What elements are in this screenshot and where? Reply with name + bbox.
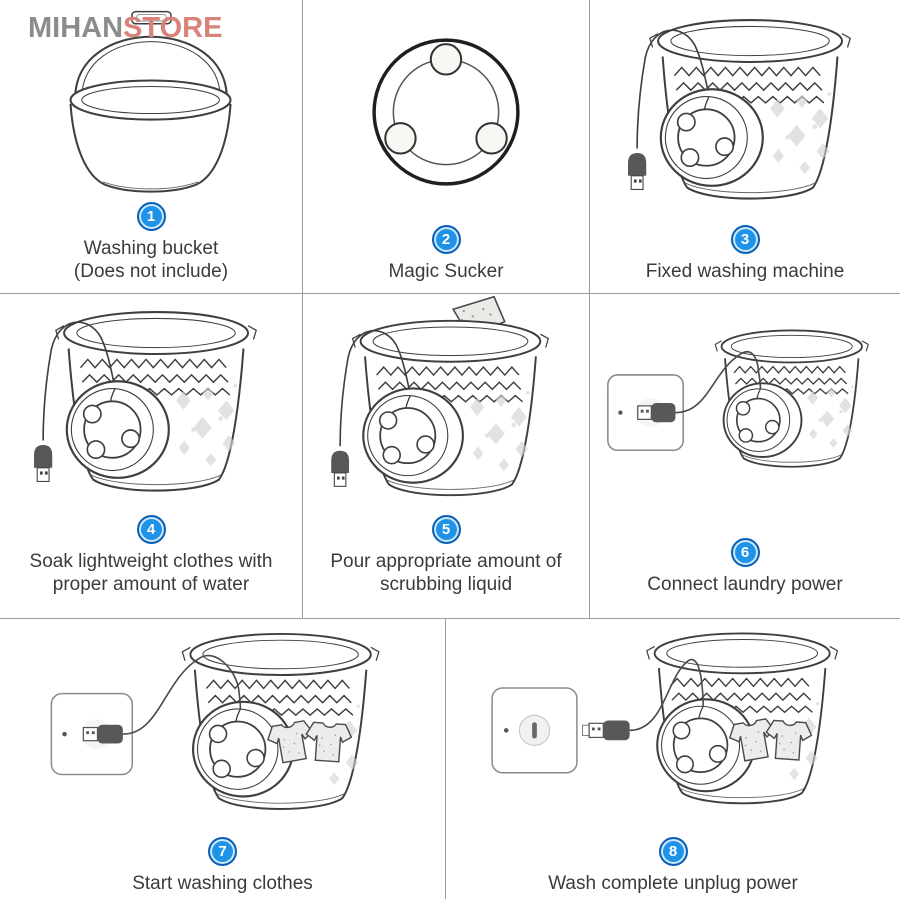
magic-sucker-icon bbox=[374, 41, 518, 185]
sucker-device-icon bbox=[363, 389, 463, 483]
step-5-number-badge: 5 bbox=[432, 515, 461, 544]
bucket-body bbox=[71, 81, 231, 192]
step-8-number-badge: 8 bbox=[659, 837, 688, 866]
bucket-with-clothes-adapter-plugged-illustration bbox=[42, 622, 404, 834]
usb-plug-icon bbox=[638, 403, 676, 422]
power-button-icon bbox=[519, 715, 549, 745]
step-2-number-badge: 2 bbox=[432, 225, 461, 254]
led-dot bbox=[62, 732, 67, 737]
bucket-with-detergent-pour-illustration bbox=[321, 295, 571, 513]
bucket-with-sucker-and-usb-cable-illustration bbox=[618, 10, 873, 215]
row-2 bbox=[0, 294, 900, 619]
logo-part-1: MIHAN bbox=[28, 12, 124, 44]
step-1-caption: Washing bucket (Does not include) bbox=[73, 237, 229, 282]
t-shirt-icon bbox=[765, 720, 813, 761]
step-2-panel bbox=[303, 0, 590, 293]
sucker-device-icon bbox=[724, 383, 802, 457]
usb-plug-icon bbox=[628, 153, 646, 189]
bucket-with-clothes-adapter-unplugged-illustration bbox=[484, 622, 862, 834]
step-4-caption: Soak lightweight clothes with proper amount of water bbox=[29, 550, 273, 595]
bucket-connected-to-power-adapter-illustration bbox=[599, 317, 891, 515]
step-6-panel bbox=[590, 294, 900, 618]
step-7-caption: Start washing clothes bbox=[132, 872, 313, 894]
step-6-caption: Connect laundry power bbox=[647, 573, 843, 595]
step-4-panel bbox=[0, 294, 303, 618]
step-3-caption: Fixed washing machine bbox=[645, 260, 845, 282]
damask-pattern bbox=[470, 391, 530, 471]
usb-plug-icon bbox=[331, 451, 349, 487]
damask-pattern bbox=[770, 92, 831, 174]
step-5-panel bbox=[303, 294, 590, 618]
step-6-number-badge: 6 bbox=[731, 538, 760, 567]
usb-plug-icon bbox=[83, 725, 122, 744]
damask-pattern bbox=[176, 384, 237, 466]
usb-plug-icon bbox=[34, 445, 52, 481]
step-1-number-badge: 1 bbox=[137, 202, 166, 231]
sucker-device-icon bbox=[660, 89, 762, 186]
logo-part-2: STORE bbox=[123, 12, 223, 44]
t-shirt-icon bbox=[304, 722, 352, 763]
step-3-number-badge: 3 bbox=[731, 225, 760, 254]
step-2-caption: Magic Sucker bbox=[388, 260, 504, 282]
usb-plug-icon bbox=[583, 720, 630, 740]
step-4-number-badge: 4 bbox=[137, 515, 166, 544]
step-7-number-badge: 7 bbox=[208, 837, 237, 866]
row-3 bbox=[0, 619, 900, 899]
sucker-device-icon bbox=[193, 702, 293, 797]
sucker-device-icon bbox=[66, 381, 168, 478]
step-3-panel bbox=[590, 0, 900, 293]
step-5-caption: Pour appropriate amount of scrubbing liquid bbox=[330, 550, 562, 595]
step-8-caption: Wash complete unplug power bbox=[548, 872, 798, 894]
led-dot bbox=[618, 410, 622, 414]
sucker-disc-top-view-illustration bbox=[365, 31, 527, 193]
sucker-device-icon bbox=[657, 699, 754, 791]
step-7-panel bbox=[0, 619, 446, 899]
damask-pattern bbox=[807, 385, 854, 448]
store-logo bbox=[28, 12, 222, 45]
led-dot bbox=[504, 728, 509, 733]
step-8-panel bbox=[446, 619, 900, 899]
bucket-with-sucker-and-usb-cable-illustration bbox=[24, 302, 279, 507]
